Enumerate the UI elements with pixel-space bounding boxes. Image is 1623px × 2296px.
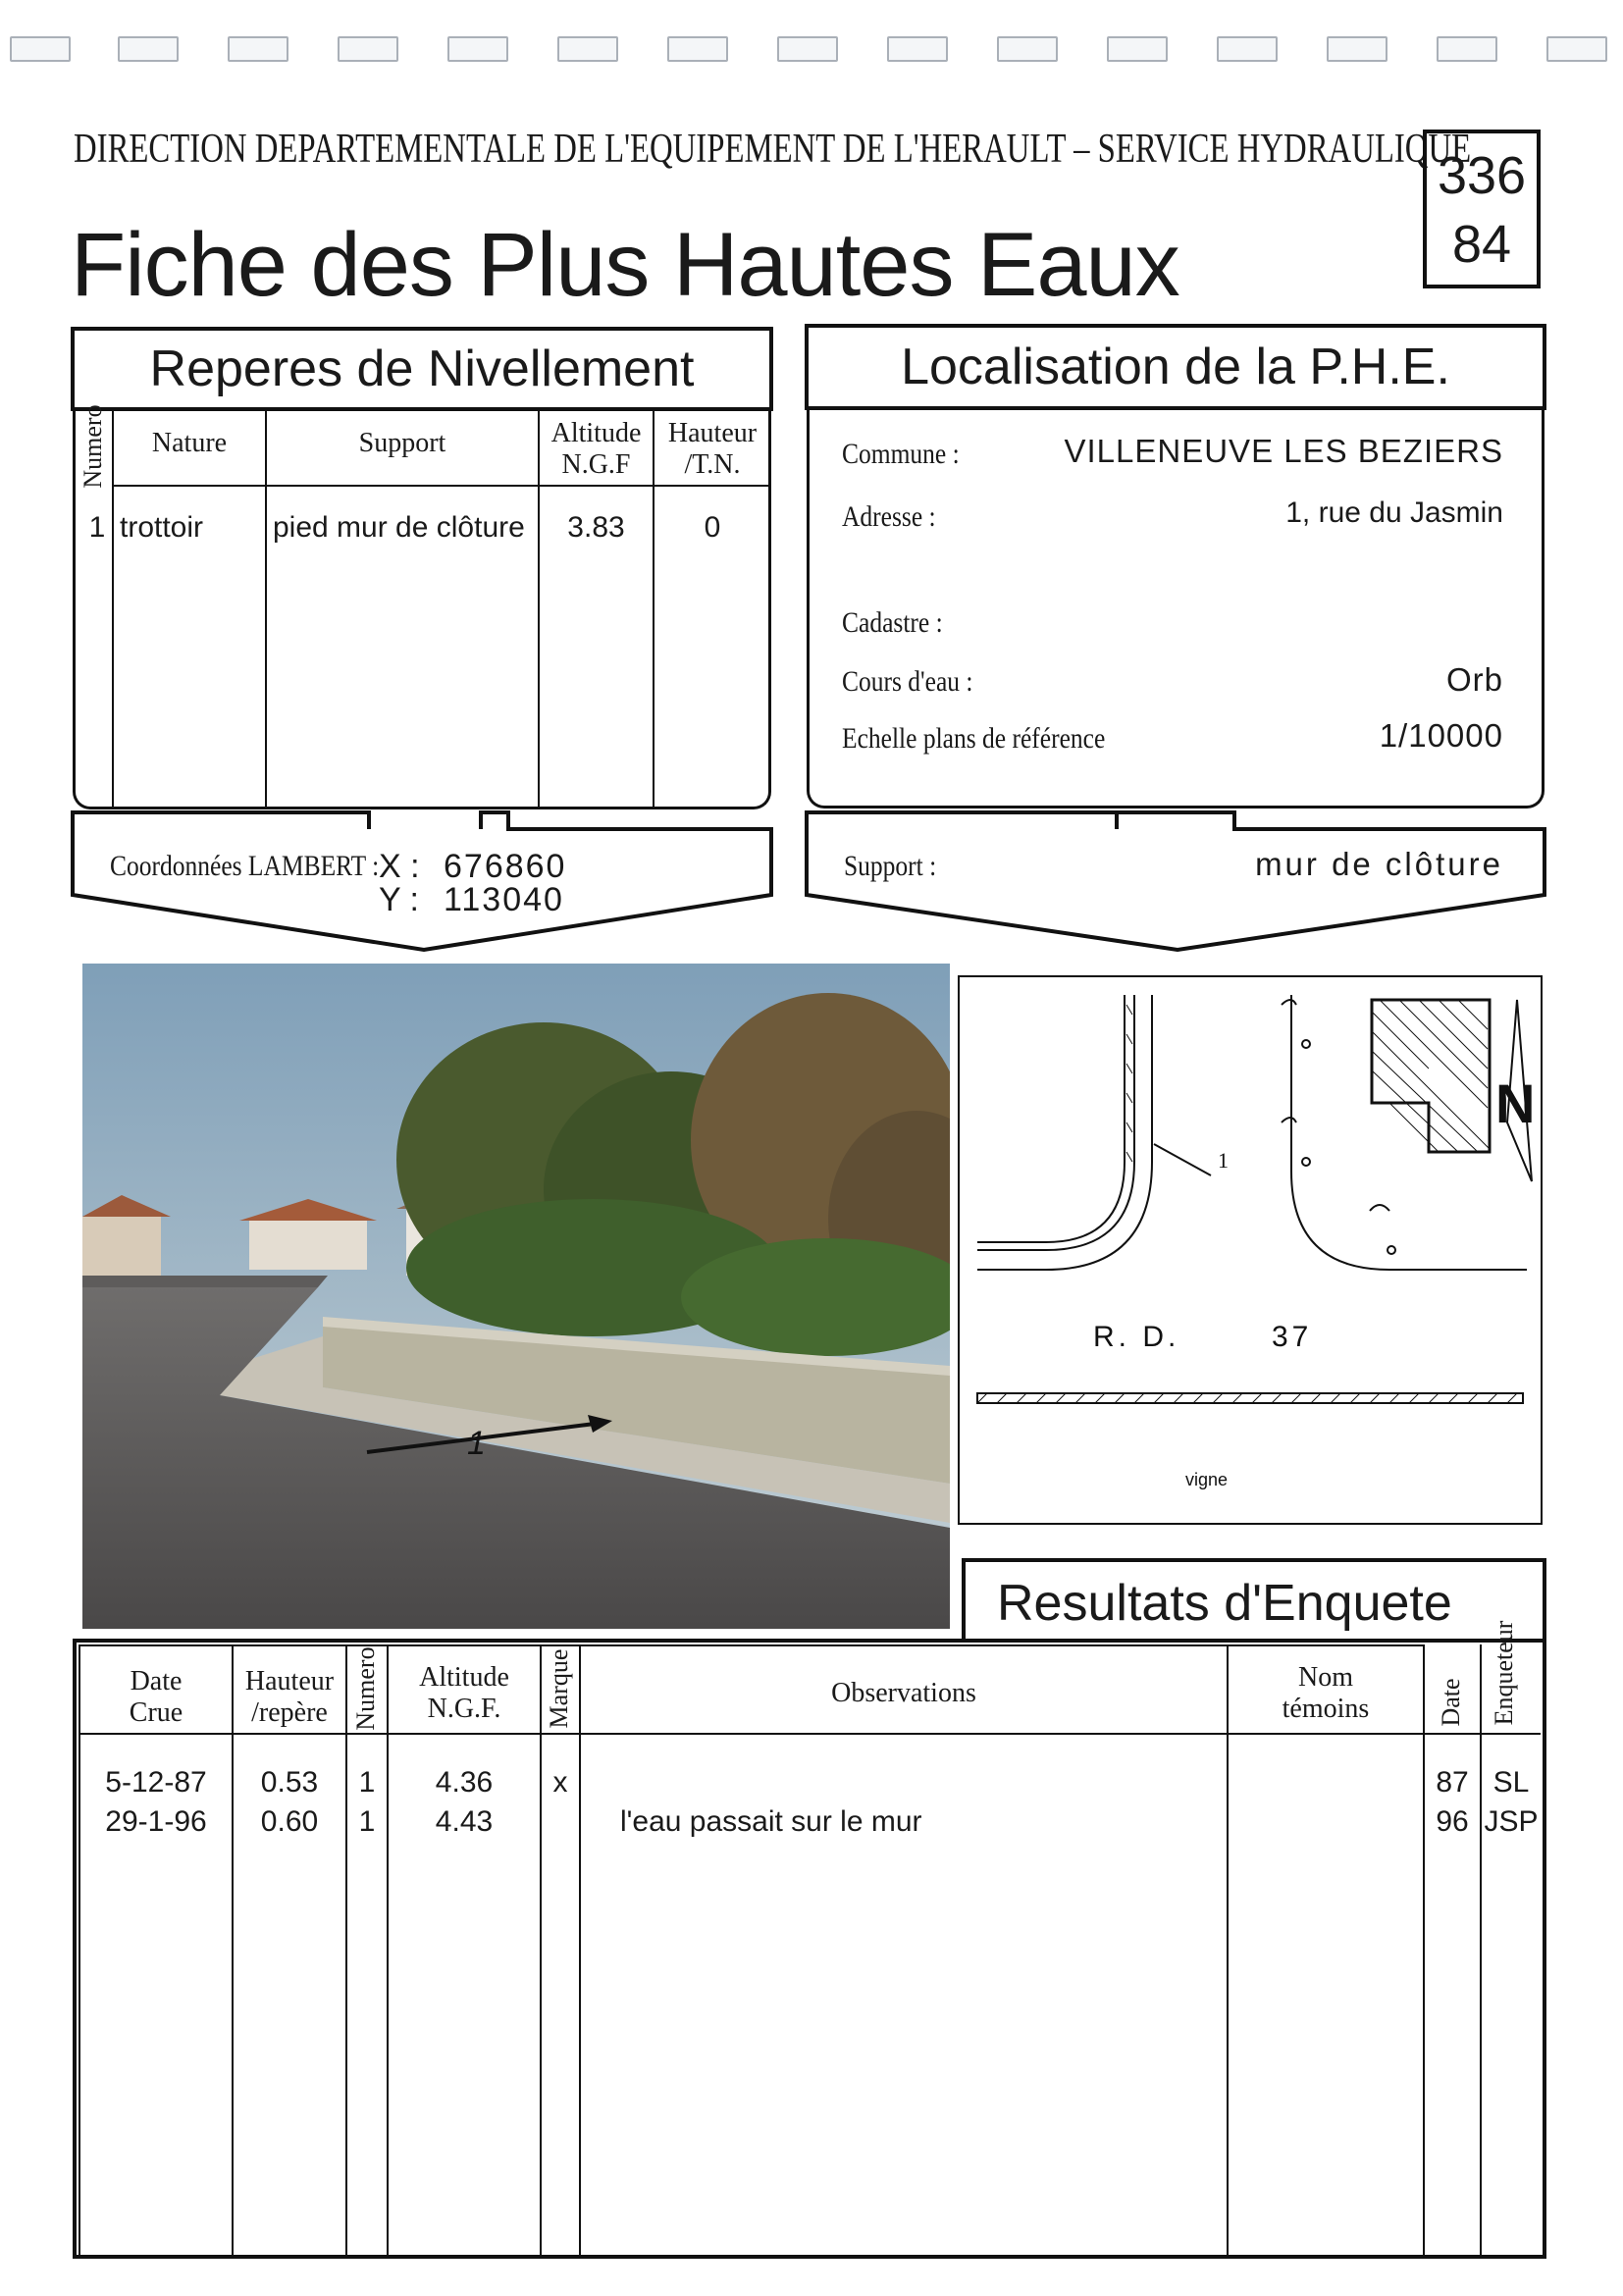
resultats-row-date-crue: 29-1-96 (105, 1805, 207, 1838)
support-label: Support : (844, 850, 937, 882)
support-value: mur de clôture (1255, 846, 1503, 882)
commune-label: Commune : (842, 438, 960, 470)
x-label: X : (379, 848, 420, 885)
resultats-row-enqueteur: JSP (1484, 1805, 1539, 1838)
resultats-row-numero: 1 (358, 1766, 376, 1799)
resultats-row-enqueteur: SL (1492, 1766, 1530, 1799)
binding-hole (1327, 36, 1387, 62)
reperes-col-nature: Nature (151, 428, 228, 458)
reperes-col-hauteur: Hauteur /T.N. (667, 418, 758, 480)
resultats-col-enqueteur: Enqueteur (1490, 1620, 1518, 1726)
binding-hole (1437, 36, 1497, 62)
organization-header: DIRECTION DEPARTEMENTALE DE L'EQUIPEMENT DE L'HERAULT – SERVICE HYDRAULIQUE (74, 127, 1472, 172)
cadastre-label: Cadastre : (842, 606, 943, 639)
reperes-row-nature: trottoir (120, 511, 204, 544)
binding-hole (887, 36, 948, 62)
reperes-row-support: pied mur de clôture (273, 511, 525, 544)
sheet-subnumber: 84 (1451, 215, 1512, 274)
binding-hole (777, 36, 838, 62)
road-label: R. D. (1093, 1321, 1180, 1353)
sheet-number-box (1423, 130, 1541, 288)
binding-hole (557, 36, 618, 62)
resultats-row-hauteur: 0.60 (260, 1805, 319, 1838)
field-label: vigne (1185, 1470, 1229, 1489)
resultats-col-altitude: Altitude N.G.F. (419, 1662, 509, 1724)
resultats-col-observations: Observations (831, 1678, 976, 1708)
adresse-label: Adresse : (842, 500, 936, 533)
y-label: Y : (379, 881, 419, 918)
binding-hole (447, 36, 508, 62)
resultats-table (73, 1639, 1546, 2259)
cours-label: Cours d'eau : (842, 665, 973, 698)
y-value: 113040 (444, 881, 564, 918)
binding-hole (1217, 36, 1278, 62)
resultats-col-date: Date (1437, 1678, 1465, 1727)
binding-hole (997, 36, 1058, 62)
binding-hole (1546, 36, 1607, 62)
resultats-row-date: 96 (1436, 1805, 1469, 1838)
photo-marker: 1 (467, 1425, 486, 1462)
reperes-col-support: Support (358, 428, 446, 458)
resultats-title: Resultats d'Enquete (997, 1575, 1452, 1632)
resultats-col-nom-temoins: Nom témoins (1282, 1662, 1370, 1724)
binding-hole (1107, 36, 1168, 62)
resultats-row-marque: x (552, 1766, 568, 1799)
resultats-row-observations: l'eau passait sur le mur (620, 1805, 922, 1838)
resultats-col-hauteur: Hauteur /repère (244, 1666, 335, 1728)
reperes-row-altitude: 3.83 (567, 511, 625, 544)
localisation-title: Localisation de la P.H.E. (805, 324, 1546, 410)
reperes-col-numero: Numero (79, 404, 107, 489)
resultats-row-altitude: 4.43 (435, 1805, 494, 1838)
plan-drawing (958, 975, 1543, 1525)
reperes-title: Reperes de Nivellement (71, 327, 773, 411)
site-photo (82, 964, 950, 1629)
x-value: 676860 (444, 848, 567, 885)
cours-value: Orb (1445, 661, 1503, 698)
resultats-row-hauteur: 0.53 (260, 1766, 319, 1799)
reperes-row-hauteur: 0 (704, 511, 721, 544)
road-number: 37 (1272, 1321, 1313, 1353)
resultats-col-marque: Marque (545, 1648, 573, 1729)
commune-value: VILLENEUVE LES BEZIERS (1064, 433, 1503, 469)
echelle-value: 1/10000 (1379, 717, 1503, 754)
resultats-row-numero: 1 (358, 1805, 376, 1838)
binding-hole (667, 36, 728, 62)
sheet-number: 336 (1437, 146, 1527, 205)
page-title: Fiche des Plus Hautes Eaux (71, 215, 1179, 315)
resultats-row-date-crue: 5-12-87 (105, 1766, 207, 1799)
resultats-row-date: 87 (1436, 1766, 1469, 1799)
coordinates-label: Coordonnées LAMBERT : (110, 850, 380, 882)
binding-hole (10, 36, 71, 62)
resultats-row-altitude: 4.36 (435, 1766, 494, 1799)
resultats-col-numero: Numero (351, 1646, 380, 1731)
binding-hole (228, 36, 288, 62)
binding-hole (338, 36, 398, 62)
binding-hole (118, 36, 179, 62)
plan-marker: 1 (1218, 1148, 1229, 1173)
reperes-col-altitude: Altitude N.G.F (550, 418, 642, 480)
adresse-value: 1, rue du Jasmin (1285, 496, 1503, 529)
north-marker: N (1495, 1072, 1536, 1134)
resultats-col-date-crue: Date Crue (129, 1666, 183, 1728)
reperes-row-numero: 1 (88, 511, 106, 544)
echelle-label: Echelle plans de référence (842, 722, 1106, 755)
